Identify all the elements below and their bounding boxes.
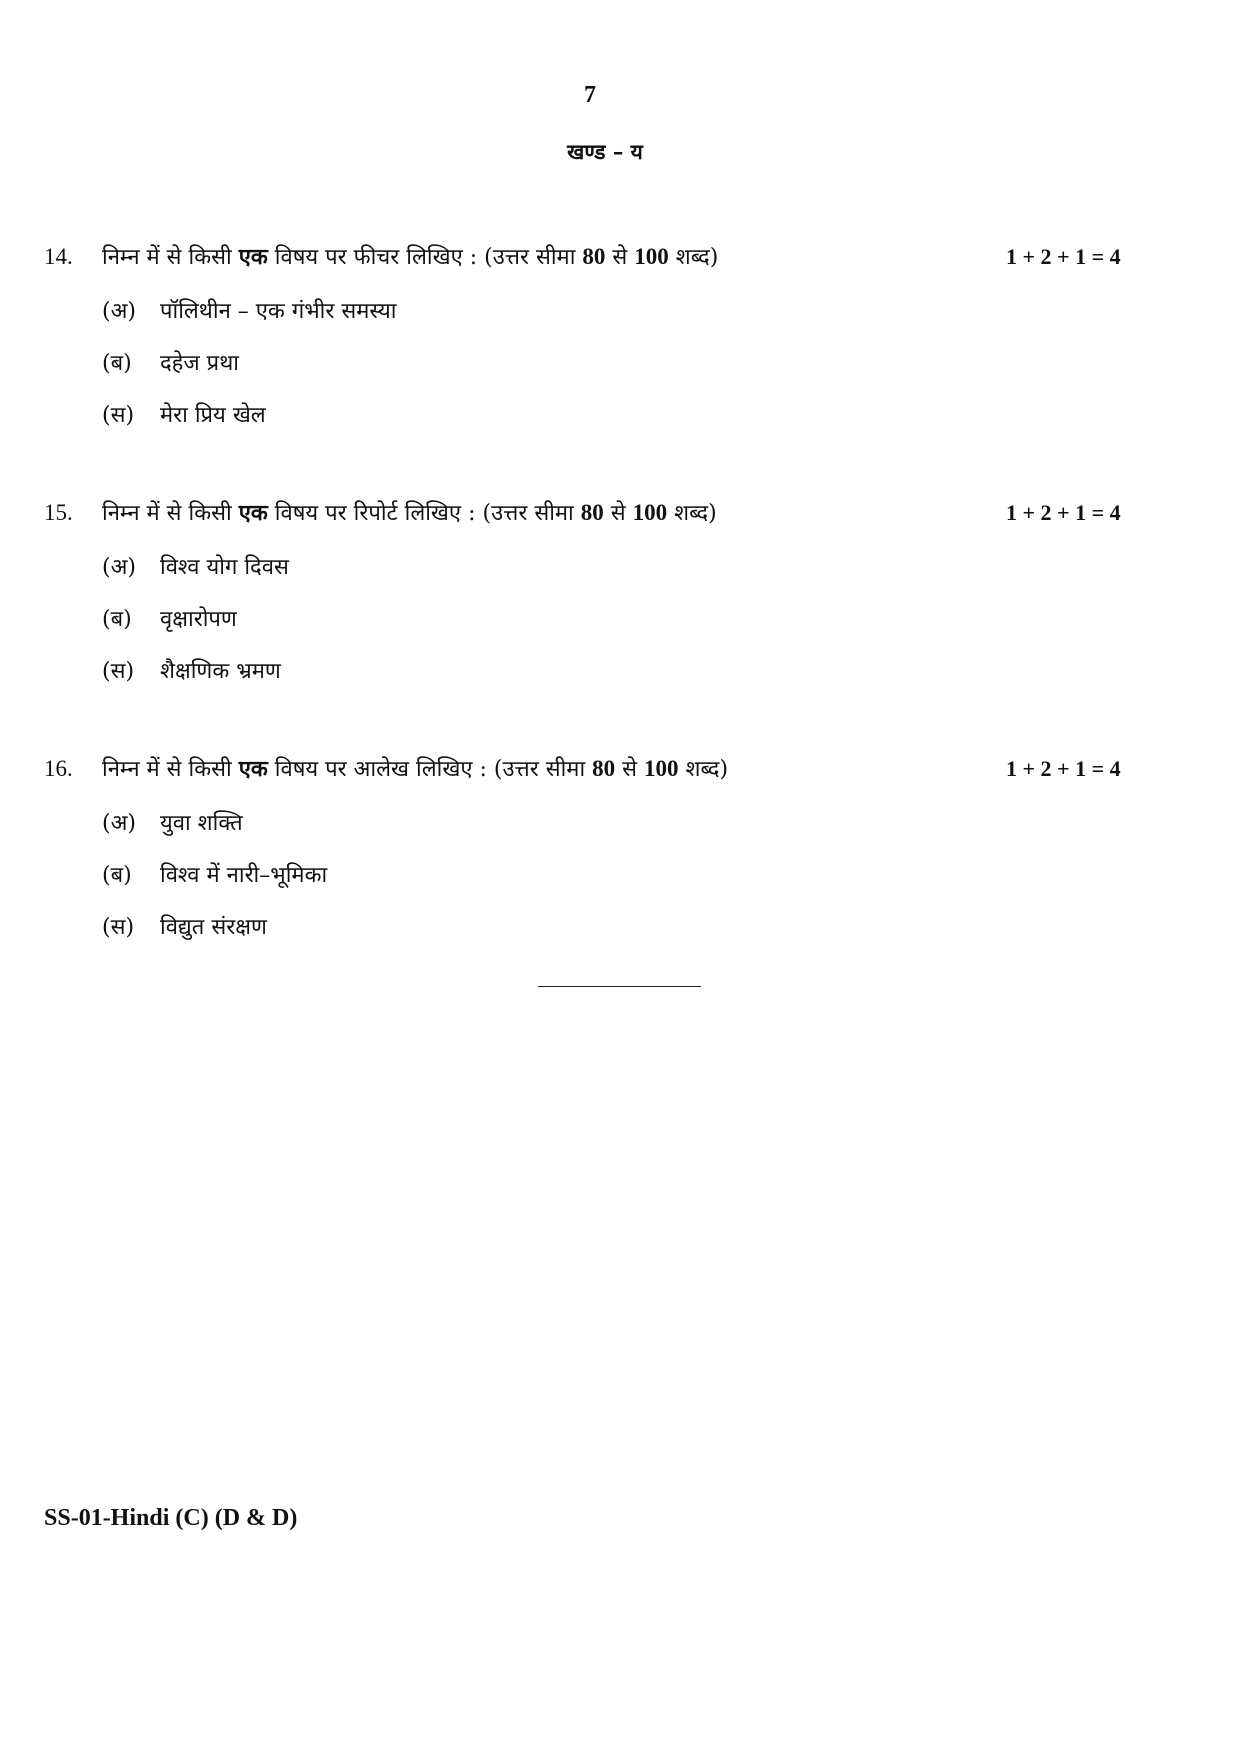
option-label: (ब) [102,351,132,376]
question-text-part: शब्द) [667,501,717,526]
option-text: विश्व योग दिवस [160,555,289,580]
question-text [102,240,718,275]
question-number: 14. [44,244,73,269]
page-number: 7 [584,82,596,108]
end-divider [538,986,701,987]
question-text-part: निम्न में से किसी [102,501,239,526]
question-text [102,496,717,531]
option-text: दहेज प्रथा [160,351,239,376]
question-marks: 1 + 2 + 1 = 4 [1006,244,1121,269]
option-label: (स) [102,915,135,940]
question-text-part: से [605,245,635,270]
question-text-part: विषय पर आलेख लिखिए : (उत्तर सीमा [267,757,593,782]
question-15 [44,496,1144,698]
question-header [44,240,1144,274]
option-text: विद्युत संरक्षण [160,915,267,940]
option-text: पॉलिथीन – एक गंभीर समस्या [160,299,397,324]
word-limit-max: 100 [634,244,669,269]
question-text-emphasis: एक [238,500,268,526]
paper-code: SS-01-Hindi (C) (D & D) [44,1505,298,1531]
question-text-part: विषय पर फीचर लिखिए : (उत्तर सीमा [267,245,583,270]
option-label: (ब) [102,863,132,888]
question-text-part: विषय पर रिपोर्ट लिखिए : (उत्तर सीमा [267,501,581,526]
question-text-emphasis: एक [238,244,268,270]
option-text: शैक्षणिक भ्रमण [160,659,281,684]
option-text: मेरा प्रिय खेल [160,403,266,428]
question-text-part: शब्द) [668,245,719,270]
option-text: विश्व में नारी–भूमिका [160,863,328,888]
question-16 [44,752,1144,954]
question-text-part: शब्द) [678,757,729,782]
option-text: युवा शक्ति [160,811,243,836]
question-text-part: निम्न में से किसी [102,757,239,782]
option-item [102,902,1144,954]
question-number: 16. [44,756,73,781]
section-title: खण्ड – य [567,139,643,164]
word-limit-min: 80 [580,500,604,525]
option-item [102,850,1144,902]
word-limit-max: 100 [632,500,668,525]
word-limit-min: 80 [582,244,606,269]
option-label: (स) [102,659,135,684]
question-number: 15. [44,500,73,525]
question-header [44,496,1144,530]
question-text-part: से [603,501,633,526]
word-limit-min: 80 [592,756,616,781]
option-item [102,286,1144,338]
question-marks: 1 + 2 + 1 = 4 [1006,756,1121,781]
question-header [44,752,1144,786]
option-label: (ब) [102,607,132,632]
question-text [102,752,728,787]
option-item [102,646,1144,698]
question-text-part: निम्न में से किसी [102,245,239,270]
option-label: (अ) [102,555,136,580]
option-label: (अ) [102,299,136,324]
option-item [102,542,1144,594]
question-marks: 1 + 2 + 1 = 4 [1006,500,1121,525]
question-text-part: से [615,757,645,782]
option-item [102,338,1144,390]
question-14 [44,240,1144,442]
question-text-emphasis: एक [238,756,268,782]
option-item [102,594,1144,646]
word-limit-max: 100 [644,756,679,781]
option-label: (अ) [102,811,136,836]
option-item [102,390,1144,442]
option-text: वृक्षारोपण [160,607,237,632]
option-label: (स) [102,403,135,428]
option-item [102,798,1144,850]
